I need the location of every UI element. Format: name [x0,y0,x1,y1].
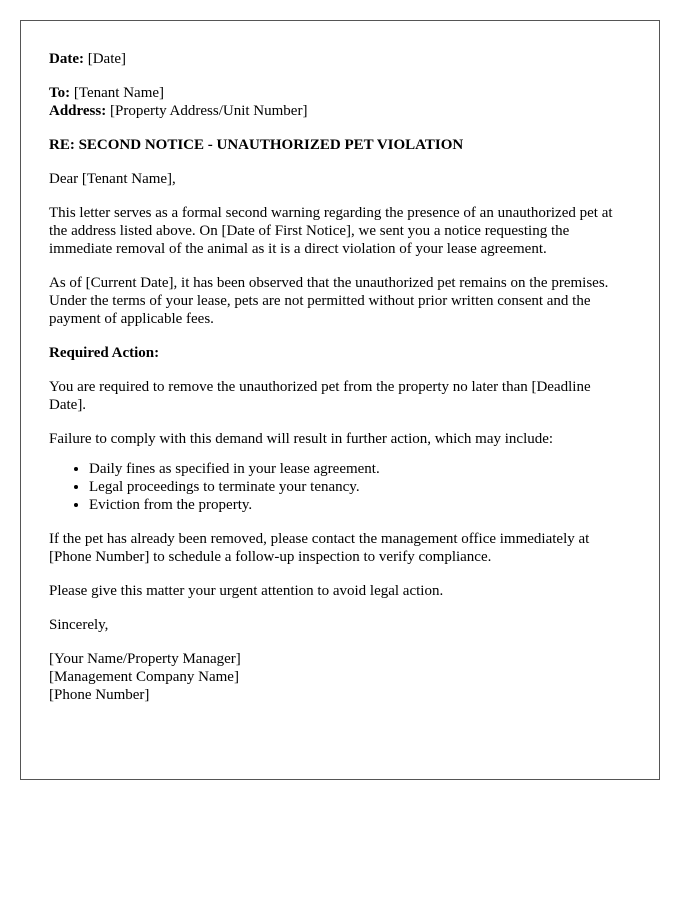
to-line [49,84,631,102]
paragraph-observation: As of [Current Date], it has been observed that the unauthorized pet remains on the premises. Under the terms of your lease, pets are not permitted without prior written consent and the payment of applicable fees. [49,275,609,327]
list-item: • Daily fines as specified in your lease agreement. [89,460,631,478]
date-label: Date: [49,51,84,67]
letter-page [20,20,660,780]
paragraph-deadline: You are required to remove the unauthorized pet from the property no later than [Deadline Date]. [49,379,591,413]
date-value: [Date] [87,51,127,67]
salutation: Dear [Tenant Name], [49,171,176,187]
required-action-heading: Required Action: [49,345,160,361]
subject-line: RE: SECOND NOTICE - UNAUTHORIZED PET VIOLATION [49,137,464,153]
paragraph-consequences-intro: Failure to comply with this demand will result in further action, which may include: [49,431,554,447]
recipient-block [49,84,631,120]
address-value: [Property Address/Unit Number] [109,103,308,119]
closing: Sincerely, [49,617,109,633]
paragraph-urgency: Please give this matter your urgent attention to avoid legal action. [49,583,444,599]
list-item: • Legal proceedings to terminate your tenancy. [89,478,631,496]
address-line [49,102,631,120]
date-line [49,50,631,68]
to-label: To: [49,85,71,101]
consequences-list [49,460,631,514]
signature-phone: [Phone Number] [49,687,150,703]
list-item: • Eviction from the property. [89,496,631,514]
signature-name: [Your Name/Property Manager] [49,651,241,667]
to-value: [Tenant Name] [73,85,165,101]
paragraph-contact: If the pet has already been removed, please contact the management office immediately at [Phone Number] to schedule a follow-up inspection to verify compliance. [49,531,590,565]
address-label: Address: [49,103,107,119]
paragraph-first-warning: This letter serves as a formal second warning regarding the presence of an unauthorized pet at the address listed above. On [Date of First Notice], we sent you a notice requesting the immediate removal of the animal as it is a direct violation of your lease agreement. [49,205,613,257]
signature-block [49,650,631,704]
signature-company: [Management Company Name] [49,669,239,685]
